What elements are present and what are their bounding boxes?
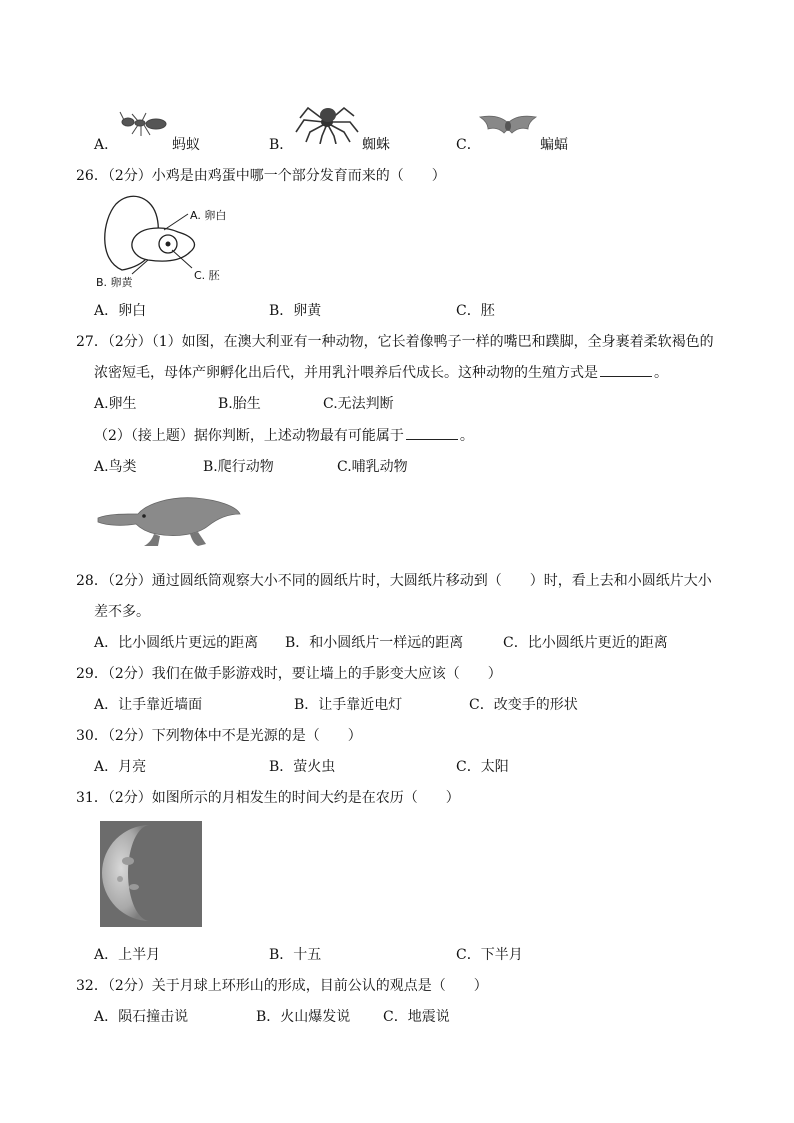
q27-stem-line2: [94, 362, 668, 382]
q27-sub1-option-c: C.无法判断: [323, 396, 394, 412]
q27-stem-line2-text: 浓密短毛，母体产卵孵化出后代，并用乳汁喂养后代成长。这种动物的生殖方式是: [94, 365, 598, 381]
q27-sub2-option-a: A.鸟类: [94, 459, 137, 475]
egg-label-c: C. 胚: [194, 269, 220, 282]
q29-option-a: A．让手靠近墙面: [94, 697, 203, 713]
q28-option-a: A．比小圆纸片更远的距离: [94, 635, 259, 651]
platypus-image: [94, 488, 244, 550]
q30-option-a: A．月亮: [94, 759, 147, 775]
q28-option-c: C．比小圆纸片更近的距离: [503, 635, 668, 651]
q30-option-c: C．太阳: [456, 759, 509, 775]
bat-image: [478, 113, 538, 141]
q28-stem-line2: 差不多。: [94, 604, 150, 620]
q26-stem: 26．（2分）小鸡是由鸡蛋中哪一个部分发育而来的（ ）: [76, 168, 446, 184]
q31-stem: 31．（2分）如图所示的月相发生的时间大约是在农历（ ）: [76, 790, 460, 806]
q29-stem: 29．（2分）我们在做手影游戏时，要让墙上的手影变大应该（ ）: [76, 666, 502, 682]
q31-option-b: B．十五: [269, 947, 322, 963]
q26-option-c: C．胚: [456, 303, 495, 319]
q29-option-c: C．改变手的形状: [469, 697, 578, 713]
answer-blank[interactable]: [406, 427, 458, 440]
q25-option-c-letter: C．: [456, 137, 481, 153]
q25-option-c-text: 蝙蝠: [540, 137, 568, 153]
q26-option-a: A．卵白: [94, 303, 147, 319]
q27-sub2-end-mark: 。: [459, 428, 474, 444]
q31-option-a: A．上半月: [94, 947, 161, 963]
egg-label-a: A. 卵白: [190, 209, 227, 222]
q31-option-c: C．下半月: [456, 947, 523, 963]
q25-option-b-letter: B．: [269, 137, 294, 153]
q27-sub2: [94, 425, 474, 445]
answer-blank[interactable]: [600, 364, 652, 377]
spider-image: [294, 100, 360, 144]
q28-stem-line1: 28．（2分）通过圆纸筒观察大小不同的圆纸片时，大圆纸片移动到（ ）时，看上去和小圆纸片大小: [76, 573, 712, 589]
q27-stem-line1: 27．（2分）（1）如图，在澳大利亚有一种动物，它长着像鸭子一样的嘴巴和蹼脚，全身裹着柔软褐色的: [76, 334, 714, 350]
q32-option-c: C．地震说: [383, 1009, 450, 1025]
q27-sub2-option-b: B.爬行动物: [203, 459, 274, 475]
q32-stem: 32．（2分）关于月球上环形山的形成，目前公认的观点是（ ）: [76, 978, 488, 994]
q25-option-a-text: 蚂蚁: [172, 137, 200, 153]
q27-sub2-option-c: C.哺乳动物: [337, 459, 408, 475]
q29-option-b: B．让手靠近电灯: [294, 697, 403, 713]
q27-end-mark: 。: [654, 365, 668, 381]
q30-option-b: B．萤火虫: [269, 759, 336, 775]
q32-option-b: B．火山爆发说: [256, 1009, 351, 1025]
q25-option-a-letter: A．: [94, 137, 119, 153]
q27-sub2-text: （2）（接上题）据你判断，上述动物最有可能属于: [94, 428, 404, 444]
ant-image: [118, 110, 172, 140]
egg-label-b: B. 卵黄: [96, 276, 133, 289]
q27-sub1-option-a: A.卵生: [94, 396, 137, 412]
q30-stem: 30．（2分）下列物体中不是光源的是（ ）: [76, 728, 362, 744]
q27-sub1-option-b: B.胎生: [218, 396, 261, 412]
q25-option-b-text: 蜘蛛: [362, 137, 390, 153]
q28-option-b: B．和小圆纸片一样远的距离: [285, 635, 464, 651]
q26-option-b: B．卵黄: [269, 303, 322, 319]
moon-phase-image: [100, 821, 202, 927]
q32-option-a: A．陨石撞击说: [94, 1009, 189, 1025]
